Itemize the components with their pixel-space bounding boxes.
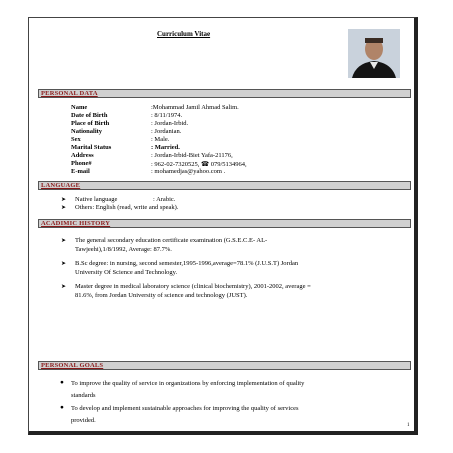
- bullet-dot-icon: ●: [60, 379, 64, 386]
- goal-item: [71, 403, 299, 427]
- section-academic-history: [38, 219, 411, 228]
- academic-line: B.Sc degree: in nursing, second semester,1995-1996,average=78.1% (J.U.S.T) Jordan: [75, 260, 299, 267]
- goal-item: [71, 378, 304, 402]
- pd-value: : 962-02-7320525, ☎ 079/5134964,: [151, 161, 247, 168]
- arrow-bullet-icon: ➤: [61, 238, 67, 244]
- profile-photo: [348, 29, 400, 78]
- goal-line: provided.: [71, 417, 96, 424]
- arrow-bullet-icon: ➤: [61, 261, 67, 267]
- section-personal-data: [38, 89, 411, 98]
- language-item: Native language: [75, 196, 118, 203]
- pd-label: Nationality: [71, 128, 103, 135]
- language-value: : Arabic.: [153, 196, 176, 203]
- pd-label: Phone#: [71, 160, 92, 167]
- page-number: 1: [407, 423, 410, 428]
- pd-label: Place of Birth: [71, 120, 110, 127]
- goal-line: standards: [71, 392, 96, 399]
- pd-label: Marital Status: [71, 144, 112, 151]
- portrait-image: [348, 29, 400, 78]
- pd-label: E-mail: [71, 168, 90, 175]
- document-title: Curriculum Vitae: [157, 30, 211, 38]
- section-heading: PERSONAL GOALS: [41, 362, 104, 369]
- goal-line: To improve the quality of service in organizations by enforcing implementation of quality: [71, 380, 305, 387]
- pd-value: : Jordan-Irbid-Biet Yafa-21176,: [151, 152, 233, 159]
- academic-item: [75, 282, 311, 300]
- academic-line: 81.6%, from Jordan University of science and technology (JUST).: [75, 292, 248, 299]
- arrow-bullet-icon: ➤: [61, 205, 67, 211]
- pd-value: : Male.: [151, 136, 170, 143]
- pd-value: : Jordan-Irbid.: [151, 120, 189, 127]
- pd-value: : 8/11/1974.: [151, 112, 183, 119]
- academic-item: [75, 259, 298, 277]
- pd-label: Address: [71, 152, 94, 159]
- arrow-bullet-icon: ➤: [61, 284, 67, 290]
- pd-label: Name: [71, 104, 88, 111]
- academic-line: The general secondary education certificate examination (G.S.E.C.E- AL-: [75, 237, 268, 244]
- section-personal-goals: [38, 361, 411, 370]
- section-language: [38, 181, 411, 190]
- pd-value: : Married.: [151, 144, 180, 151]
- section-heading: PERSONAL DATA: [41, 90, 98, 97]
- pd-value: : Jordanian.: [151, 128, 182, 135]
- section-heading: ACADIMIC HISTORY: [41, 220, 111, 227]
- pd-value: :Mohammad Jamil Ahmad Salim.: [151, 104, 239, 111]
- pd-label: Sex: [71, 136, 81, 143]
- academic-line: Master degree in medical laboratory science (clinical biochemistry), 2001-2002, average =: [75, 283, 311, 290]
- academic-line: University Of Science and Technology.: [75, 269, 178, 276]
- goal-line: To develop and implement sustainable approaches for improving the quality of services: [71, 405, 299, 412]
- arrow-bullet-icon: ➤: [61, 197, 67, 203]
- academic-line: Tawjeehi),1/8/1992, Average: 87.7%.: [75, 246, 172, 253]
- language-item: Others: English (read, write and speak).: [75, 204, 179, 211]
- pd-value: : mohamedjas@yahoo.com .: [151, 168, 226, 175]
- bullet-dot-icon: ●: [60, 404, 64, 411]
- section-heading: LANGUAGE: [41, 182, 81, 189]
- academic-item: [75, 236, 267, 254]
- pd-label: Date of Birth: [71, 112, 108, 119]
